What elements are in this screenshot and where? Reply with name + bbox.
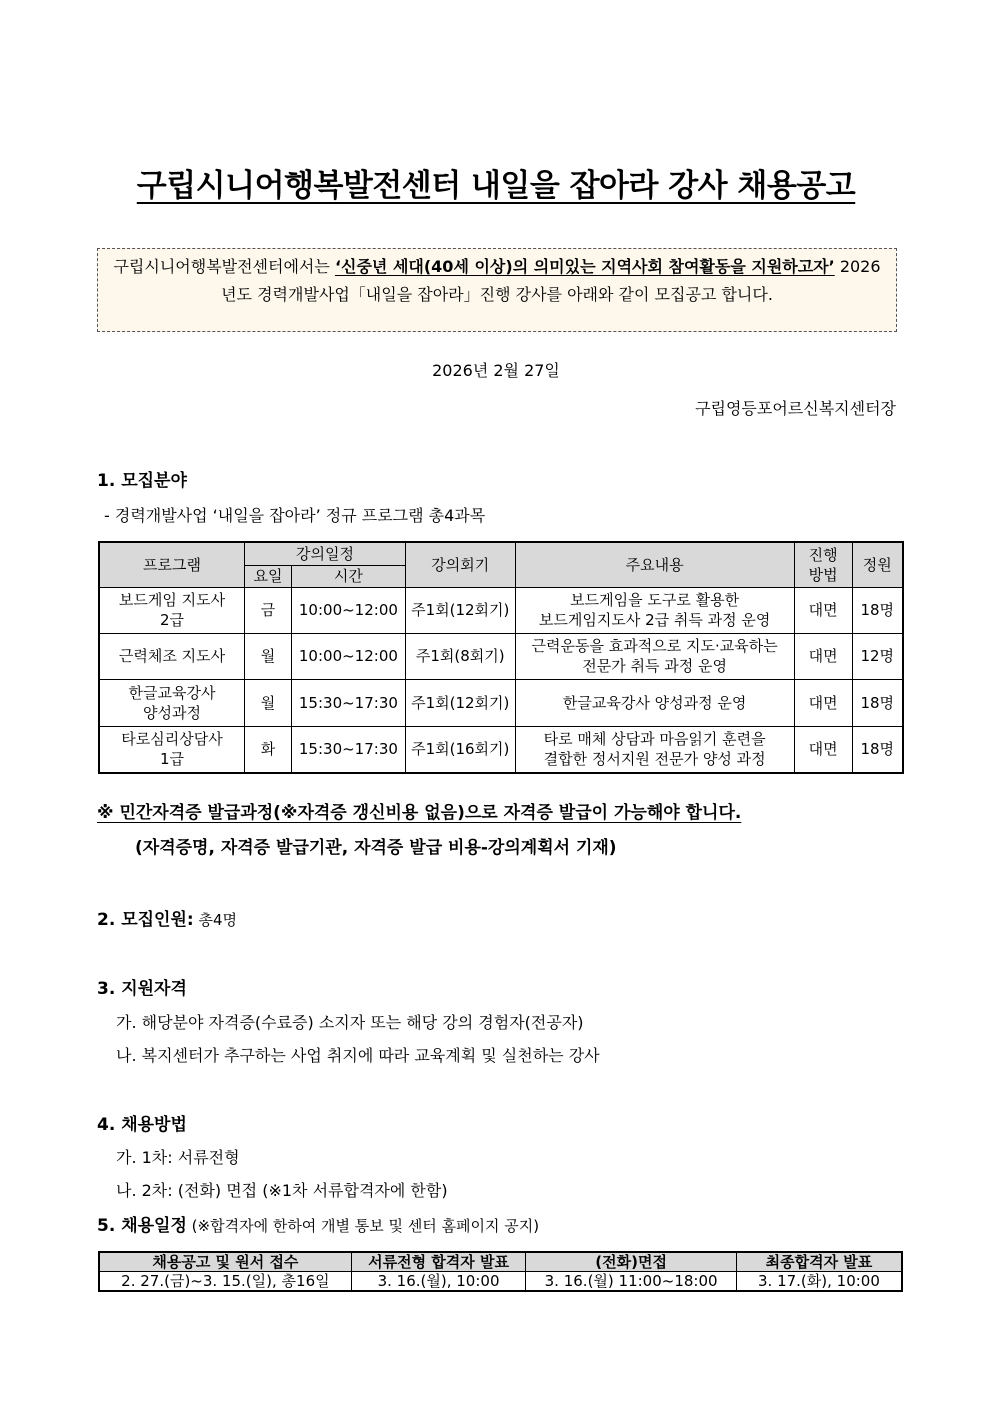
cell-program: 보드게임 지도사 2급 xyxy=(99,587,245,633)
cell-method: 대면 xyxy=(794,679,852,726)
schedule-value: 3. 16.(월) 11:00~18:00 xyxy=(526,1272,737,1292)
table-row xyxy=(99,679,903,726)
cell-method: 대면 xyxy=(794,726,852,773)
schedule-value: 3. 16.(월), 10:00 xyxy=(351,1272,526,1292)
schedule-header: (전화)면접 xyxy=(526,1252,737,1272)
cell-capacity: 18명 xyxy=(852,587,903,633)
cell-program: 근력체조 지도사 xyxy=(99,633,245,679)
signature: 구립영등포어르신복지센터장 xyxy=(695,399,896,418)
cell-sessions: 주1회(12회기) xyxy=(405,587,515,633)
schedule-header: 채용공고 및 원서 접수 xyxy=(99,1252,351,1272)
cell-capacity: 12명 xyxy=(852,633,903,679)
cell-program: 타로심리상담사 1급 xyxy=(99,726,245,773)
cell-day: 화 xyxy=(245,726,292,773)
schedule-value: 3. 17.(화), 10:00 xyxy=(736,1272,902,1292)
header-time: 시간 xyxy=(291,565,405,587)
schedule-header: 최종합격자 발표 xyxy=(736,1252,902,1272)
section-4-heading: 4. 채용방법 xyxy=(97,1115,187,1135)
section-1-sub: - 경력개발사업 ‘내일을 잡아라’ 정규 프로그램 총4과목 xyxy=(104,506,486,525)
cell-method: 대면 xyxy=(794,587,852,633)
header-schedule: 강의일정 xyxy=(245,542,406,565)
intro-highlight: ‘신중년 세대(40세 이상)의 의미있는 지역사회 참여활동을 지원하고자’ xyxy=(334,257,835,276)
section-5-note: (※합격자에 한하여 개별 통보 및 센터 홈페이지 공지) xyxy=(186,1217,540,1235)
list-item: 가. 해당분야 자격증(수료증) 소지자 또는 해당 강의 경험자(전공자) xyxy=(116,1013,584,1032)
section-5-heading: 5. 채용일정 (※합격자에 한하여 개별 통보 및 센터 홈페이지 공지) xyxy=(97,1216,540,1236)
table-row xyxy=(99,587,903,633)
schedule-header: 서류전형 합격자 발표 xyxy=(351,1252,526,1272)
list-item: 나. 복지센터가 추구하는 사업 취지에 따라 교육계획 및 실천하는 강사 xyxy=(116,1046,600,1065)
header-content: 주요내용 xyxy=(515,542,794,587)
cell-day: 월 xyxy=(245,679,292,726)
intro-pre: 구립시니어행복발전센터에서는 xyxy=(113,257,335,276)
cell-capacity: 18명 xyxy=(852,726,903,773)
cell-sessions: 주1회(8회기) xyxy=(405,633,515,679)
cell-content: 타로 매체 상담과 마음읽기 훈련을 결합한 정서지원 전문가 양성 과정 xyxy=(515,726,794,773)
list-item: 나. 2차: (전화) 면접 (※1차 서류합격자에 한함) xyxy=(116,1181,448,1200)
header-capacity: 정원 xyxy=(852,542,903,587)
intro-post: 2026년도 경력개발사업「내일을 잡아라」진행 강사를 아래와 같이 모집공고 합니다. xyxy=(221,257,881,304)
certificate-note-detail: (자격증명, 자격증 발급기관, 자격증 발급 비용-강의계획서 기재) xyxy=(135,838,617,858)
cell-time: 15:30~17:30 xyxy=(291,679,405,726)
cell-content: 근력운동을 효과적으로 지도·교육하는 전문가 취득 과정 운영 xyxy=(515,633,794,679)
cell-time: 15:30~17:30 xyxy=(291,726,405,773)
cell-day: 금 xyxy=(245,587,292,633)
intro-box xyxy=(97,248,897,332)
header-sessions: 강의회기 xyxy=(405,542,515,587)
cell-sessions: 주1회(16회기) xyxy=(405,726,515,773)
table-row xyxy=(99,726,903,773)
cell-capacity: 18명 xyxy=(852,679,903,726)
table-row xyxy=(99,633,903,679)
section-1-heading: 1. 모집분야 xyxy=(97,471,187,491)
cell-time: 10:00~12:00 xyxy=(291,587,405,633)
table-row xyxy=(99,1272,902,1292)
header-day: 요일 xyxy=(245,565,292,587)
cell-program: 한글교육강사 양성과정 xyxy=(99,679,245,726)
schedule-table xyxy=(98,1251,903,1292)
header-program: 프로그램 xyxy=(99,542,245,587)
schedule-value: 2. 27.(금)~3. 15.(일), 총16일 xyxy=(99,1272,351,1292)
section-2-value: 총4명 xyxy=(193,911,237,929)
cell-sessions: 주1회(12회기) xyxy=(405,679,515,726)
certificate-note: ※ 민간자격증 발급과정(※자격증 갱신비용 없음)으로 자격증 발급이 가능해야 합니다. xyxy=(97,803,742,823)
cell-day: 월 xyxy=(245,633,292,679)
cell-content: 한글교육강사 양성과정 운영 xyxy=(515,679,794,726)
page-title: 구립시니어행복발전센터 내일을 잡아라 강사 채용공고 xyxy=(136,168,856,204)
section-3-heading: 3. 지원자격 xyxy=(97,979,187,999)
list-item: 가. 1차: 서류전형 xyxy=(116,1148,240,1167)
cell-time: 10:00~12:00 xyxy=(291,633,405,679)
header-method: 진행 방법 xyxy=(794,542,852,587)
section-2-heading: 2. 모집인원: 총4명 xyxy=(97,910,237,930)
program-table xyxy=(98,541,904,774)
notice-date: 2026년 2월 27일 xyxy=(432,361,560,380)
cell-method: 대면 xyxy=(794,633,852,679)
cell-content: 보드게임을 도구로 활용한 보드게임지도사 2급 취득 과정 운영 xyxy=(515,587,794,633)
